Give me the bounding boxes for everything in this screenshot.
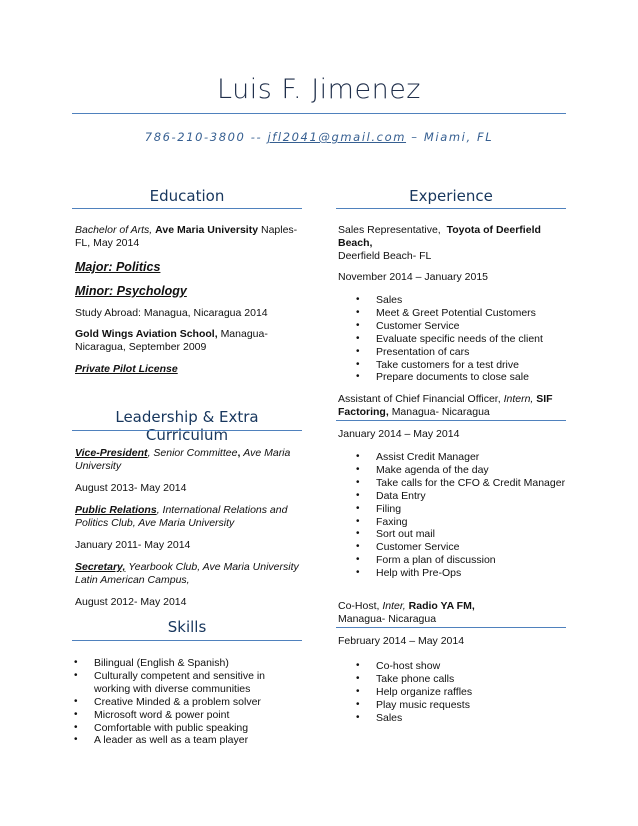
contact-line xyxy=(0,130,638,144)
secretary-org: Yearbook Club, Ave Maria University xyxy=(128,561,299,573)
job1-company: Toyota of Deerfield xyxy=(446,224,541,236)
secretary-title: Secretary, xyxy=(75,561,126,573)
secretary-dates: August 2012- May 2014 xyxy=(75,596,187,608)
list-item: • Form a plan of discussion xyxy=(338,554,566,567)
list-item: • Take phone calls xyxy=(338,673,566,686)
list-item: • Help organize raffles xyxy=(338,686,566,699)
list-item: • Co-host show xyxy=(338,660,566,673)
vp-committee: , Senior Committee xyxy=(147,447,238,459)
list-item: • Microsoft word & power point xyxy=(72,709,272,722)
list-item: • Play music requests xyxy=(338,699,566,712)
major: Major: Politics xyxy=(75,260,161,274)
experience-divider xyxy=(336,208,566,209)
job3-role: Co-Host, xyxy=(338,600,380,612)
aviation-date: Nicaragua, September 2009 xyxy=(75,341,207,353)
education-divider xyxy=(72,208,302,209)
pr-org-line2: Politics Club, Ave Maria University xyxy=(75,517,235,529)
phone-number: 786-210-3800 -- xyxy=(144,130,263,144)
job2-header xyxy=(338,393,566,419)
degree-title: Bachelor of Arts, xyxy=(75,224,153,236)
degree-line xyxy=(75,224,303,250)
job2-company-line2: Factoring, xyxy=(338,406,389,418)
list-item: • Customer Service xyxy=(338,320,566,333)
list-item: • A leader as well as a team player xyxy=(72,734,272,747)
job3-divider xyxy=(336,627,566,628)
job2-company: SIF xyxy=(536,393,553,405)
list-item: • Sales xyxy=(338,712,566,725)
aviation-school-name: Gold Wings Aviation School, xyxy=(75,328,218,340)
job3-location: Managua- Nicaragua xyxy=(338,613,437,625)
list-item: • Creative Minded & a problem solver xyxy=(72,696,272,709)
job1-dates: November 2014 – January 2015 xyxy=(338,271,489,283)
pr-title: Public Relations xyxy=(75,504,157,516)
list-item: • Help with Pre-Ops xyxy=(338,567,566,580)
job1-header xyxy=(338,224,566,263)
experience-heading: Experience xyxy=(409,187,493,205)
job2-divider xyxy=(336,420,566,421)
list-item: • Assist Credit Manager xyxy=(338,451,566,464)
header-divider xyxy=(72,113,566,114)
secretary-org-line2: Latin American Campus, xyxy=(75,574,190,586)
job2-duties xyxy=(338,451,566,580)
vp-comma: , xyxy=(237,447,241,459)
list-item: • Sort out mail xyxy=(338,528,566,541)
list-item: • Prepare documents to close sale xyxy=(338,371,566,384)
resume-name: Luis F. Jimenez xyxy=(217,74,421,105)
education-heading: Education xyxy=(149,187,225,205)
list-item: • Make agenda of the day xyxy=(338,464,566,477)
list-item: • Culturally competent and sensitive in working with diverse communities xyxy=(72,670,272,696)
job2-dates: January 2014 – May 2014 xyxy=(338,428,460,440)
skills-heading: Skills xyxy=(167,618,207,636)
list-item: • Presentation of cars xyxy=(338,346,566,359)
list-item: • Evaluate specific needs of the client xyxy=(338,333,566,346)
job2-location: Managua- Nicaragua xyxy=(391,406,490,418)
secretary-entry xyxy=(75,561,303,587)
job3-duties xyxy=(338,660,566,725)
vp-entry xyxy=(75,447,303,473)
vp-dates: August 2013- May 2014 xyxy=(75,482,187,494)
pr-org: , International Relations and xyxy=(156,504,288,516)
list-item: • Take calls for the CFO & Credit Manager xyxy=(338,477,566,490)
list-item: • Bilingual (English & Spanish) xyxy=(72,657,272,670)
pilot-license: Private Pilot License xyxy=(75,363,178,375)
degree-date: FL, May 2014 xyxy=(75,237,140,249)
job2-role-type: Intern, xyxy=(503,393,534,405)
email-link[interactable]: jfl2041@gmail.com xyxy=(267,130,407,144)
list-item: • Take customers for a test drive xyxy=(338,359,566,372)
job2-role: Assistant of Chief Financial Officer, xyxy=(338,393,501,405)
job3-role-type: Inter, xyxy=(382,600,406,612)
job3-company: Radio YA FM, xyxy=(408,600,475,612)
job1-company-line2: Beach, xyxy=(338,237,373,249)
leadership-divider xyxy=(72,430,302,431)
job1-role: Sales Representative, xyxy=(338,224,441,236)
list-item: • Faxing xyxy=(338,516,566,529)
university-name: Ave Maria University xyxy=(155,224,259,236)
minor: Minor: Psychology xyxy=(75,284,187,298)
list-item: • Filing xyxy=(338,503,566,516)
list-item: • Data Entry xyxy=(338,490,566,503)
study-abroad: Study Abroad: Managua, Nicaragua 2014 xyxy=(75,307,268,319)
aviation-location: Managua- xyxy=(220,328,268,340)
vp-school-line2: University xyxy=(75,460,122,472)
skills-divider xyxy=(72,640,302,641)
list-item: • Sales xyxy=(338,294,566,307)
job3-header xyxy=(338,600,566,626)
job1-duties xyxy=(338,294,566,384)
vp-title: Vice-President xyxy=(75,447,148,459)
pr-dates: January 2011- May 2014 xyxy=(75,539,191,551)
list-item: • Meet & Greet Potential Customers xyxy=(338,307,566,320)
leadership-heading: Leadership & Extra Curriculum xyxy=(115,408,259,444)
list-item: • Customer Service xyxy=(338,541,566,554)
job1-location: Deerfield Beach- FL xyxy=(338,250,432,262)
list-item: • Comfortable with public speaking xyxy=(72,722,272,735)
aviation-school xyxy=(75,328,303,354)
vp-school: Ave Maria xyxy=(243,447,291,459)
location: – Miami, FL xyxy=(411,130,494,144)
pr-entry xyxy=(75,504,303,530)
job3-dates: February 2014 – May 2014 xyxy=(338,635,465,647)
degree-location: Naples- xyxy=(261,224,298,236)
skills-list xyxy=(72,657,272,747)
